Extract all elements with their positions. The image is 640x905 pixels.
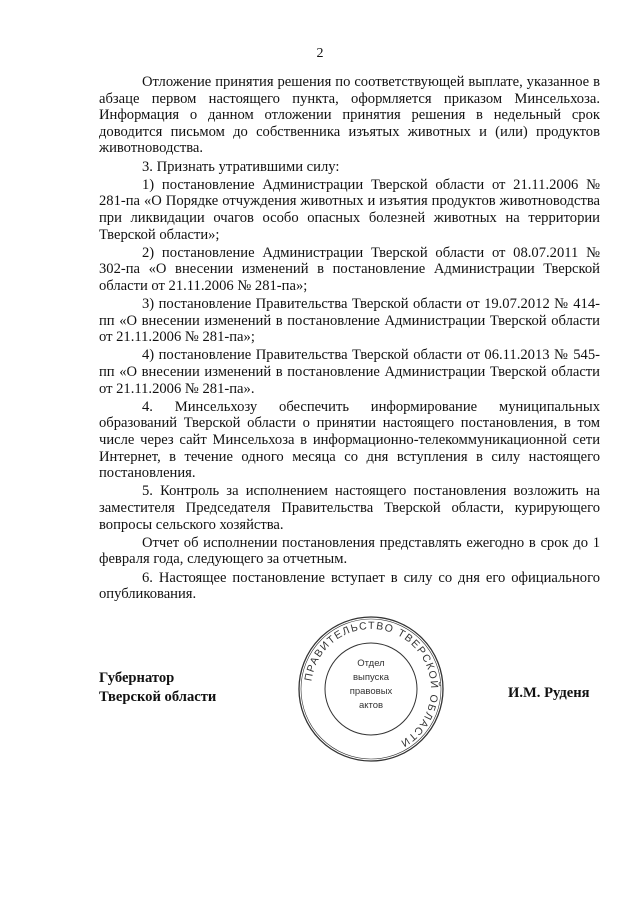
stamp-line4: актов xyxy=(358,700,384,711)
paragraph-item-3: 3. Признать утратившими силу: xyxy=(142,158,340,175)
stamp-ring-text: ПРАВИТЕЛЬСТВО ТВЕРСКОЙ ОБЛАСТИ xyxy=(302,619,441,750)
stamp-line3: правовых xyxy=(349,686,393,697)
paragraph-item-5: 5. Контроль за исполнением настоящего постановления возложить на заместителя Председателя Правительства Тверской области, курирующего вопросы сельского хозяйства. xyxy=(99,483,600,533)
paragraph-item-6: 6. Настоящее постановление вступает в силу со дня его официального опубликования. xyxy=(99,569,600,603)
paragraph-item-3-2: 2) постановление Администрации Тверской области от 08.07.2011 № 302-па «О внесении изменений в постановление Администрации Тверской области от 21.11.2006 № 281-па»; xyxy=(99,244,600,294)
official-stamp xyxy=(296,614,446,764)
paragraph-deferral-info: Отложение принятия решения по соответствующей выплате, указанное в абзаце первом настоящего пункта, оформляется приказом Минсельхоза. Информация о данном отложении принятия решения в недельный срок доводится письмом до собственника изъятых животных и (или) продуктов животноводства. xyxy=(99,74,600,157)
document-body xyxy=(99,74,600,604)
signature-title-line2: Тверской области xyxy=(99,689,217,705)
paragraph-item-3-4: 4) постановление Правительства Тверской области от 06.11.2013 № 545-пп «О внесении изменений в постановление Администрации Тверской области от 21.11.2006 № 281-па». xyxy=(99,347,600,397)
paragraph-report: Отчет об исполнении постановления представлять ежегодно в срок до 1 февраля года, следующего за отчетным. xyxy=(99,534,600,568)
stamp-seal xyxy=(296,614,446,764)
paragraph-item-3-1: 1) постановление Администрации Тверской области от 21.11.2006 № 281-па «О Порядке отчуждения животных и изъятия продуктов животноводства при ликвидации очагов особо опасных болезней животных на территории Тверской области»; xyxy=(99,176,600,243)
stamp-line2: выпуска xyxy=(352,672,390,683)
page-number: 2 xyxy=(316,46,324,61)
signature-name: И.М. Руденя xyxy=(508,685,590,701)
paragraph-item-4: 4. Минсельхозу обеспечить информирование муниципальных образований Тверской области о принятии настоящего постановления, в том числе через сайт Минсельхоза в информационно-телекоммуникационной сети Интернет, в течение одного месяца со дня вступления в силу настоящего постановления. xyxy=(99,398,600,482)
signature-title-line1: Губернатор xyxy=(99,670,175,686)
paragraph-item-3-3: 3) постановление Правительства Тверской области от 19.07.2012 № 414-пп «О внесении изменений в постановление Администрации Тверской области от 21.11.2006 № 281-па»; xyxy=(99,296,600,346)
stamp-line1: Отдел xyxy=(357,658,385,669)
signature-title xyxy=(99,669,216,707)
